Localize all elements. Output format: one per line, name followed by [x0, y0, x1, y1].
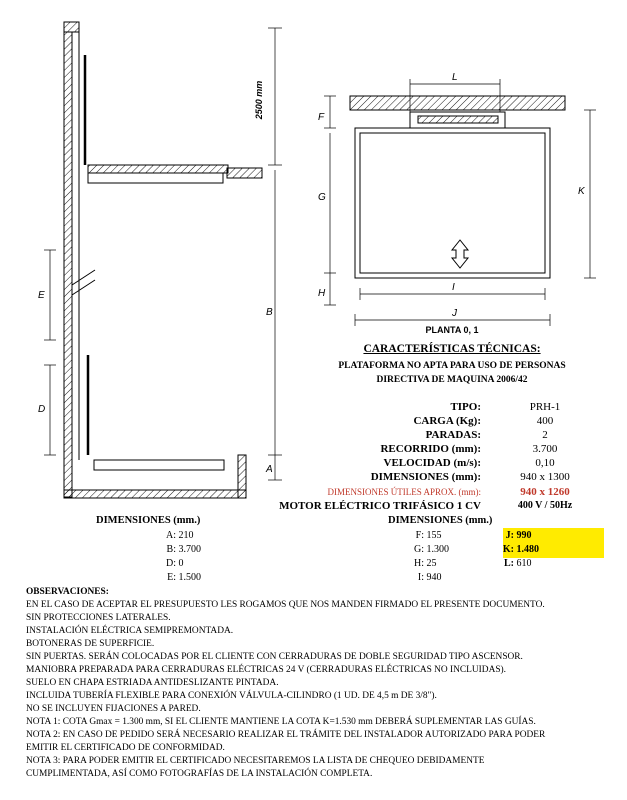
observation-line: SUELO EN CHAPA ESTRIADA ANTIDESLIZANTE PINTADA. [26, 678, 279, 688]
spec-value: 940 x 1260 [520, 486, 570, 498]
spec-value: PRH-1 [529, 401, 561, 413]
spec-row-dimensiones [0, 471, 627, 485]
observation-line: MANIOBRA PREPARADA PARA CERRADURAS ELÉCTRICAS 24 V (CERRADURAS ELÉCTRICAS NO INCLUIDAS). [26, 665, 507, 675]
spec-label: TIPO: [450, 401, 481, 413]
observation-note-3-cont: CUMPLIMENTADA, ASÍ COMO FOTOGRAFÍAS DE LA INSTALACIÓN COMPLETA. [26, 769, 373, 779]
spec-label: CARGA (Kg): [413, 415, 481, 427]
specs-heading: CARACTERÍSTICAS TÉCNICAS: [363, 343, 541, 355]
spec-value: 3.700 [532, 443, 558, 455]
dim-left-a: A: 210 [166, 530, 194, 541]
observation-note-2-cont: EMITIR EL CERTIFICADO DE CONFORMIDAD. [26, 743, 225, 753]
spec-row-carga [0, 415, 627, 429]
spec-row-dimensiones-utiles [0, 486, 627, 500]
plan-label-k: K [578, 186, 585, 197]
spec-value: 400 [536, 415, 554, 427]
plan-label-l: L [452, 72, 458, 83]
motor-value: 400 V / 50Hz [517, 500, 573, 511]
dim-right-g: G: 1.300 [414, 544, 449, 555]
dim-right-f: F: 155 [415, 530, 442, 541]
spec-value: 0,10 [535, 457, 555, 469]
observation-line: INSTALACIÓN ELÉCTRICA SEMIPREMONTADA. [26, 626, 234, 636]
spec-row-tipo [0, 401, 627, 415]
spec-row-recorrido [0, 443, 627, 457]
dim-left-d: D: 0 [166, 558, 184, 569]
spec-label: PARADAS: [425, 429, 481, 441]
spec-label: DIMENSIONES ÚTILES APROX. (mm): [327, 487, 481, 497]
observation-line: SIN PROTECCIONES LATERALES. [26, 613, 171, 623]
spec-label: DIMENSIONES (mm): [370, 471, 481, 483]
dim-right-j: J: 990 [505, 530, 532, 541]
spec-value: 940 x 1300 [520, 471, 570, 483]
dim-right-i: I: 940 [417, 572, 442, 583]
specs-subtitle-2: DIRECTIVA DE MAQUINA 2006/42 [376, 375, 528, 385]
observation-line: BOTONERAS DE SUPERFICIE. [26, 639, 155, 649]
dim-label-a: A [266, 464, 273, 475]
specs-subtitle-1: PLATAFORMA NO APTA PARA USO DE PERSONAS [338, 361, 566, 371]
spec-row-paradas [0, 429, 627, 443]
observation-note-3: NOTA 3: PARA PODER EMITIR EL CERTIFICADO NECESITAREMOS LA LISTA DE CHEQUEO DEBIDAMENTE [26, 756, 485, 766]
observations-heading: OBSERVACIONES: [26, 587, 109, 597]
plan-label-i: I [452, 282, 455, 293]
spec-label: RECORRIDO (mm): [380, 443, 481, 455]
observation-line: INCLUIDA TUBERÍA FLEXIBLE PARA CONEXIÓN VÁLVULA-CILINDRO (1 UD. DE 4,5 m DE 3/8"). [26, 691, 437, 701]
dim-left-e: E: 1.500 [167, 572, 201, 583]
dim-label-b: B [266, 307, 273, 318]
spec-label: VELOCIDAD (m/s): [383, 457, 481, 469]
observation-line: EN EL CASO DE ACEPTAR EL PRESUPUESTO LES ROGAMOS QUE NOS MANDEN FIRMADO EL PRESENTE DOCUMENTO. [26, 600, 545, 610]
dimensions-left-heading: DIMENSIONES (mm.) [96, 515, 201, 526]
observation-note-1: NOTA 1: COTA Gmax = 1.300 mm, SI EL CLIENTE MANTIENE LA COTA K=1.530 mm DEBERÁ SUPLEMENTAR LAS GUÍAS. [26, 717, 536, 727]
plan-label-j: J [452, 308, 457, 319]
plan-caption: PLANTA 0, 1 [425, 325, 479, 335]
observation-line: NO SE INCLUYEN FIJACIONES A PARED. [26, 704, 201, 714]
observation-note-2: NOTA 2: EN CASO DE PEDIDO SERÁ NECESARIO REALIZAR EL TRÁMITE DEL INSTALADOR AUTORIZADO PARA PODER [26, 730, 546, 740]
dim-right-l: L: 610 [504, 558, 532, 569]
plan-label-h: H [318, 288, 326, 299]
plan-label-g: G [318, 192, 326, 203]
dim-label-e: E [38, 290, 45, 301]
dim-right-k: K: 1.480 [502, 544, 539, 555]
dim-label-d: D [38, 404, 46, 415]
observation-line: SIN PUERTAS. SERÁN COLOCADAS POR EL CLIENTE CON CERRADURAS DE DOBLE SEGURIDAD TIPO ASCENSOR. [26, 652, 523, 662]
dim-right-h: H: 25 [414, 558, 437, 569]
height-dimension-label: 2500 mm [254, 80, 264, 120]
dim-left-b: B: 3.700 [166, 544, 201, 555]
spec-row-motor [0, 500, 627, 514]
spec-row-velocidad [0, 457, 627, 471]
dimensions-right-heading: DIMENSIONES (mm.) [388, 515, 493, 526]
spec-value: 2 [542, 429, 548, 441]
plan-view [350, 96, 565, 278]
motor-label: MOTOR ELÉCTRICO TRIFÁSICO 1 CV [279, 500, 481, 512]
plan-label-f: F [318, 112, 325, 123]
